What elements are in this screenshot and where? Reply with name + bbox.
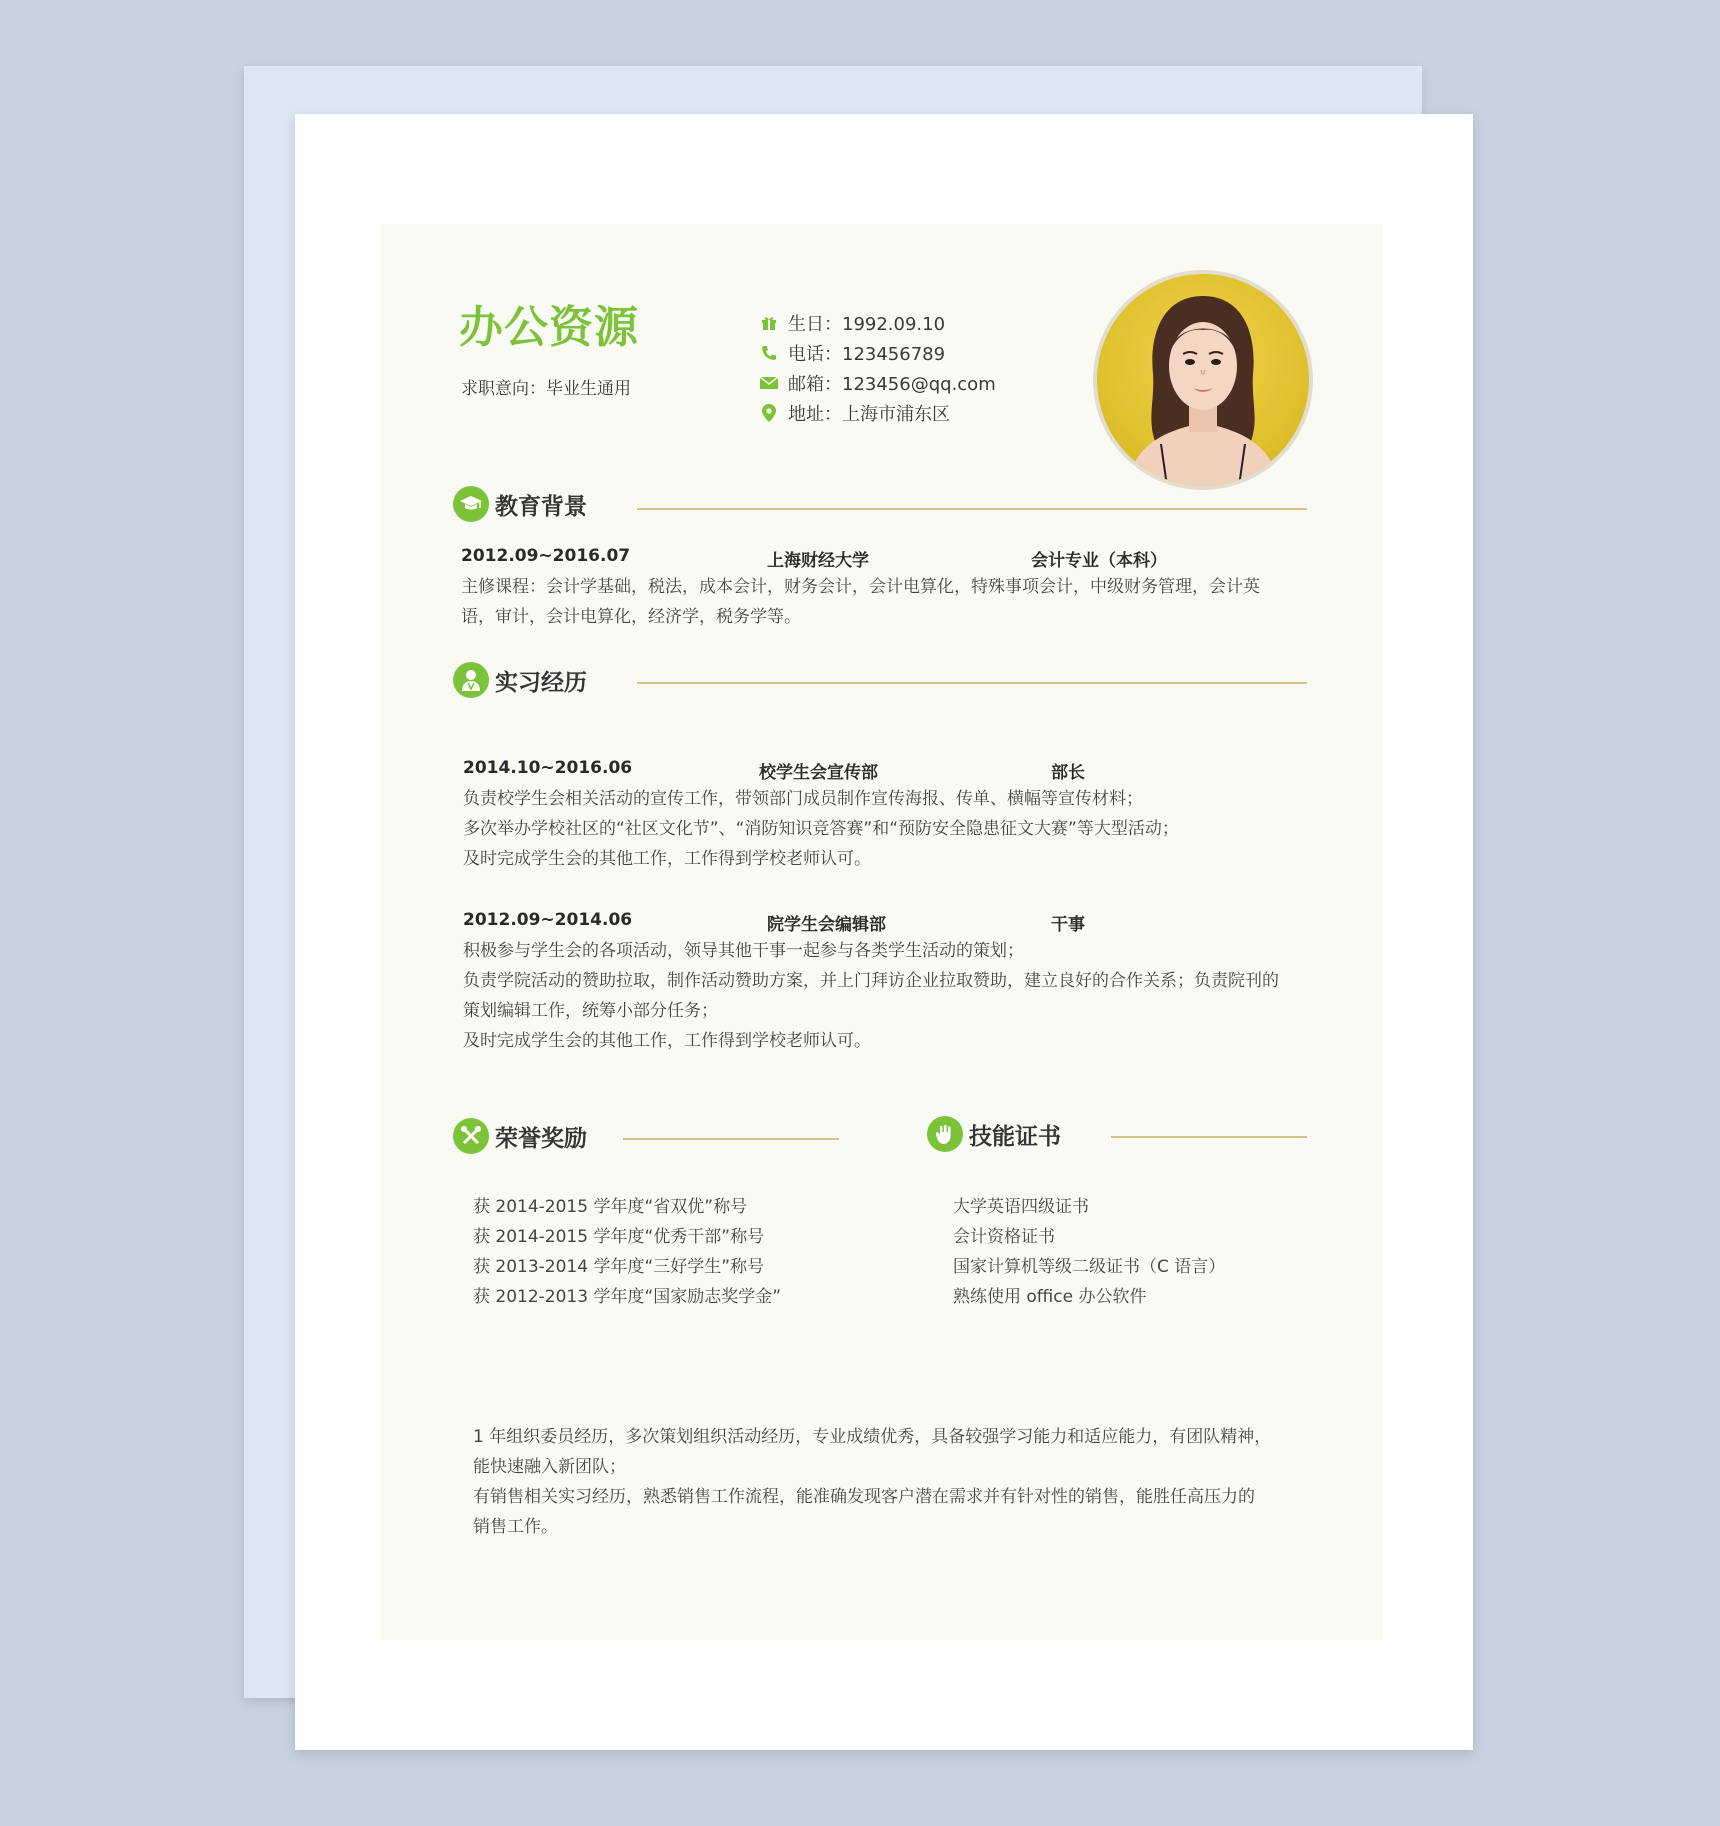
contact-birthday (760, 310, 945, 336)
self-eval-line-2: 能快速融入新团队； (473, 1457, 626, 1477)
honor-item-1: 获 2014-2015 学年度“省双优”称号 (473, 1197, 748, 1217)
job-objective: 求职意向：毕业生通用 (461, 379, 631, 399)
internship-2-line-1: 积极参与学生会的各项活动，领导其他干事一起参与各类学生活动的策划； (463, 941, 1024, 961)
internship-divider (637, 682, 1307, 684)
self-eval-line-4: 销售工作。 (473, 1517, 558, 1537)
address-text: 地址：上海市浦东区 (788, 404, 950, 425)
internship-2-period: 2012.09~2014.06 (463, 910, 633, 930)
honors-divider (623, 1138, 839, 1140)
avatar (1093, 270, 1313, 490)
contact-address (760, 400, 950, 426)
birthday-text: 生日：1992.09.10 (788, 314, 946, 335)
internship-2-org: 院学生会编辑部 (767, 915, 886, 935)
hand-icon (927, 1116, 963, 1152)
section-education-header (453, 486, 587, 522)
location-icon (760, 404, 778, 422)
skill-item-3: 国家计算机等级二级证书（C 语言） (953, 1257, 1226, 1277)
honor-item-2: 获 2014-2015 学年度“优秀干部”称号 (473, 1227, 765, 1247)
honor-item-4: 获 2012-2013 学年度“国家励志奖学金” (473, 1287, 782, 1307)
section-skills-header (927, 1116, 1061, 1152)
section-internship-title: 实习经历 (495, 669, 587, 696)
education-courses-line-2: 语，审计，会计电算化，经济学，税务学等。 (461, 607, 801, 627)
section-education-title: 教育背景 (495, 493, 587, 520)
tools-icon (453, 1118, 489, 1154)
internship-2-line-2: 负责学院活动的赞助拉取，制作活动赞助方案，并上门拜访企业拉取赞助，建立良好的合作关系；负责院刊的 (463, 971, 1279, 991)
internship-2-role: 干事 (1051, 915, 1085, 935)
phone-icon (760, 344, 778, 362)
internship-2-line-4: 及时完成学生会的其他工作，工作得到学校老师认可。 (463, 1031, 871, 1051)
resume-page (381, 224, 1383, 1640)
person-icon (453, 662, 489, 698)
internship-1-role: 部长 (1051, 763, 1085, 783)
internship-1-line-3: 及时完成学生会的其他工作，工作得到学校老师认可。 (463, 849, 871, 869)
internship-1-line-1: 负责校学生会相关活动的宣传工作，带领部门成员制作宣传海报、传单、横幅等宣传材料； (463, 789, 1143, 809)
skill-item-2: 会计资格证书 (953, 1227, 1055, 1247)
section-skills-title: 技能证书 (969, 1123, 1061, 1150)
section-honors-title: 荣誉奖励 (495, 1125, 587, 1152)
internship-1-org: 校学生会宣传部 (759, 763, 878, 783)
mail-icon (760, 374, 778, 392)
phone-text: 电话：123456789 (788, 344, 946, 365)
education-school: 上海财经大学 (767, 551, 869, 571)
skill-item-1: 大学英语四级证书 (953, 1197, 1089, 1217)
honor-item-3: 获 2013-2014 学年度“三好学生”称号 (473, 1257, 765, 1277)
gift-icon (760, 314, 778, 332)
graduation-cap-icon (453, 486, 489, 522)
contact-email (760, 370, 996, 396)
self-eval-line-1: 1 年组织委员经历，多次策划组织活动经历，专业成绩优秀，具备较强学习能力和适应能力，有团队精神， (473, 1427, 1272, 1447)
skill-item-4: 熟练使用 office 办公软件 (953, 1287, 1147, 1307)
education-major: 会计专业（本科） (1031, 551, 1167, 571)
education-divider (637, 508, 1307, 510)
education-courses-line-1: 主修课程：会计学基础，税法，成本会计，财务会计，会计电算化，特殊事项会计，中级财务管理，会计英 (461, 577, 1260, 597)
internship-2-line-3: 策划编辑工作，统筹小部分任务； (463, 1001, 718, 1021)
internship-1-line-2: 多次举办学校社区的“社区文化节”、“消防知识竞答赛”和“预防安全隐患征文大赛”等大型活动； (463, 819, 1179, 839)
section-honors-header (453, 1118, 587, 1154)
email-text: 邮箱：123456@qq.com (788, 374, 996, 395)
internship-1-period: 2014.10~2016.06 (463, 758, 633, 778)
skills-divider (1111, 1136, 1307, 1138)
section-internship-header (453, 662, 587, 698)
education-period: 2012.09~2016.07 (461, 546, 631, 566)
self-eval-line-3: 有销售相关实习经历，熟悉销售工作流程，能准确发现客户潜在需求并有针对性的销售，能胜任高压力的 (473, 1487, 1255, 1507)
resume-name: 办公资源 (459, 302, 639, 353)
contact-phone (760, 340, 945, 366)
